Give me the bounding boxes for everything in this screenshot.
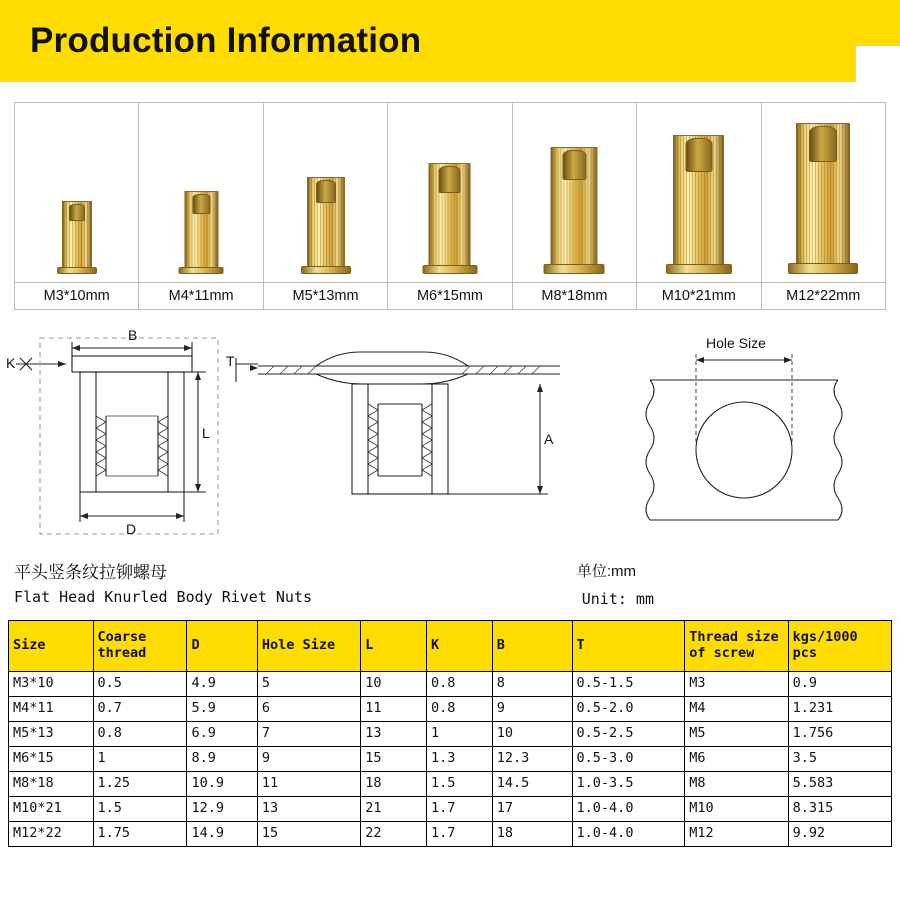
nut-body — [307, 177, 345, 266]
product-photo-strip — [14, 102, 886, 310]
table-cell: 13 — [257, 797, 360, 822]
table-cell: 5.9 — [187, 697, 257, 722]
table-column-header: kgs/1000 pcs — [788, 621, 891, 672]
table-cell: 10.9 — [187, 772, 257, 797]
table-cell: 0.5-2.5 — [572, 722, 685, 747]
nut-body — [429, 163, 471, 265]
table-cell: 1.0-4.0 — [572, 822, 685, 847]
table-titles — [14, 558, 886, 618]
table-row — [9, 697, 892, 722]
table-column-header: Coarse thread — [93, 621, 187, 672]
product-photo-caption: M12*22mm — [762, 282, 885, 309]
table-cell: 1.7 — [426, 797, 492, 822]
nut-body — [184, 191, 218, 267]
rivet-nut-graphic — [788, 123, 858, 274]
table-cell: 22 — [361, 822, 427, 847]
table-cell: 0.8 — [426, 697, 492, 722]
table-cell: 0.5 — [93, 672, 187, 697]
table-cell: 17 — [492, 797, 572, 822]
rivet-nut-image — [637, 103, 760, 282]
table-cell: 1.231 — [788, 697, 891, 722]
product-photo-caption: M10*21mm — [637, 282, 760, 309]
table-cell: 15 — [257, 822, 360, 847]
table-cell: 0.8 — [426, 672, 492, 697]
table-cell: M10 — [685, 797, 788, 822]
table-cell: 0.9 — [788, 672, 891, 697]
table-cell: M6 — [685, 747, 788, 772]
table-cell: 1.5 — [426, 772, 492, 797]
nut-bore — [316, 180, 336, 203]
table-column-header: D — [187, 621, 257, 672]
table-cell: 10 — [361, 672, 427, 697]
table-row — [9, 672, 892, 697]
table-cell: M4*11 — [9, 697, 94, 722]
label-t: T — [226, 353, 235, 369]
table-cell: 1.25 — [93, 772, 187, 797]
nut-flange — [666, 264, 732, 274]
product-photo-cell — [139, 103, 263, 309]
label-hole-size: Hole Size — [706, 335, 766, 351]
table-cell: 9 — [492, 697, 572, 722]
rivet-nut-image — [15, 103, 138, 282]
product-photo-cell — [264, 103, 388, 309]
table-cell: 7 — [257, 722, 360, 747]
table-body — [9, 672, 892, 847]
table-cell: M10*21 — [9, 797, 94, 822]
table-cell: 12.9 — [187, 797, 257, 822]
table-cell: 14.5 — [492, 772, 572, 797]
table-cell: 1.756 — [788, 722, 891, 747]
table-cell: M5*13 — [9, 722, 94, 747]
nut-body — [673, 135, 724, 264]
rivet-nut-image — [762, 103, 885, 282]
table-cell: 1.0-3.5 — [572, 772, 685, 797]
table-cell: 1.75 — [93, 822, 187, 847]
table-cell: 0.5-3.0 — [572, 747, 685, 772]
table-cell: M12 — [685, 822, 788, 847]
table-cell: M6*15 — [9, 747, 94, 772]
label-k: K — [6, 355, 16, 371]
product-name-cn: 平头竖条纹拉铆螺母 — [14, 563, 167, 582]
label-l: L — [202, 425, 210, 441]
table-cell: M8 — [685, 772, 788, 797]
product-photo-cell — [513, 103, 637, 309]
nut-flange — [422, 265, 477, 274]
technical-drawings — [0, 324, 900, 554]
nut-bore — [69, 204, 85, 221]
table-cell: 11 — [257, 772, 360, 797]
table-cell: 11 — [361, 697, 427, 722]
table-column-header: Thread size of screw — [685, 621, 788, 672]
nut-bore — [192, 194, 210, 214]
table-cell: 8 — [492, 672, 572, 697]
product-photo-caption: M6*15mm — [388, 282, 511, 309]
nut-flange — [788, 263, 858, 274]
table-cell: 14.9 — [187, 822, 257, 847]
product-photo-cell — [637, 103, 761, 309]
table-cell: 4.9 — [187, 672, 257, 697]
label-d: D — [126, 521, 137, 537]
table-cell: M3 — [685, 672, 788, 697]
product-photo-caption: M8*18mm — [513, 282, 636, 309]
table-cell: 9 — [257, 747, 360, 772]
table-cell: M8*18 — [9, 772, 94, 797]
unit-note-en: Unit: mm — [581, 590, 654, 608]
table-cell: 5 — [257, 672, 360, 697]
label-b: B — [128, 327, 138, 343]
table-cell: 0.5-1.5 — [572, 672, 685, 697]
table-cell: 21 — [361, 797, 427, 822]
rivet-nut-image — [388, 103, 511, 282]
nut-bore — [685, 138, 712, 172]
product-photo-cell — [388, 103, 512, 309]
table-cell: 1.5 — [93, 797, 187, 822]
nut-flange — [57, 267, 97, 274]
product-photo-cell — [15, 103, 139, 309]
rivet-nut-graphic — [666, 135, 732, 274]
product-photo-caption: M3*10mm — [15, 282, 138, 309]
product-photo-cell — [762, 103, 885, 309]
table-cell: M12*22 — [9, 822, 94, 847]
table-cell: 12.3 — [492, 747, 572, 772]
table-row — [9, 822, 892, 847]
table-column-header: Size — [9, 621, 94, 672]
table-cell: 1 — [93, 747, 187, 772]
table-cell: M5 — [685, 722, 788, 747]
nut-body — [551, 147, 598, 264]
table-column-header: L — [361, 621, 427, 672]
table-row — [9, 747, 892, 772]
table-cell: 8.9 — [187, 747, 257, 772]
nut-flange — [179, 267, 224, 274]
rivet-nut-graphic — [301, 177, 351, 274]
table-header-row — [9, 621, 892, 672]
page-title: Production Information — [30, 21, 422, 60]
nut-bore — [809, 126, 837, 162]
table-cell: M4 — [685, 697, 788, 722]
table-cell: 1.0-4.0 — [572, 797, 685, 822]
drawing-svg — [0, 324, 900, 554]
rivet-nut-image — [139, 103, 262, 282]
table-cell: 1 — [426, 722, 492, 747]
nut-bore — [562, 150, 586, 180]
table-cell: 6 — [257, 697, 360, 722]
table-cell: 0.5-2.0 — [572, 697, 685, 722]
nut-body — [796, 123, 850, 263]
rivet-nut-graphic — [179, 191, 224, 274]
rivet-nut-image — [513, 103, 636, 282]
nut-bore — [439, 166, 461, 193]
product-name-en: Flat Head Knurled Body Rivet Nuts — [14, 588, 313, 606]
table-row — [9, 722, 892, 747]
table-cell: 15 — [361, 747, 427, 772]
table-cell: 5.583 — [788, 772, 891, 797]
header-banner — [0, 0, 900, 82]
label-a: A — [544, 431, 554, 447]
nut-flange — [301, 266, 351, 274]
table-column-header: B — [492, 621, 572, 672]
banner-corner-tab — [856, 0, 900, 46]
table-column-header: K — [426, 621, 492, 672]
table-cell: 8.315 — [788, 797, 891, 822]
nut-flange — [544, 264, 605, 274]
table-row — [9, 797, 892, 822]
table-cell: 18 — [492, 822, 572, 847]
table-column-header: Hole Size — [257, 621, 360, 672]
table-header — [9, 621, 892, 672]
table-cell: M3*10 — [9, 672, 94, 697]
table-cell: 0.8 — [93, 722, 187, 747]
table-cell: 18 — [361, 772, 427, 797]
rivet-nut-graphic — [57, 201, 97, 274]
table-cell: 10 — [492, 722, 572, 747]
rivet-nut-image — [264, 103, 387, 282]
specification-table — [8, 620, 892, 847]
nut-body — [62, 201, 92, 267]
table-cell: 0.7 — [93, 697, 187, 722]
table-cell: 13 — [361, 722, 427, 747]
table-cell: 3.5 — [788, 747, 891, 772]
table-cell: 1.3 — [426, 747, 492, 772]
rivet-nut-graphic — [422, 163, 477, 274]
product-photo-caption: M4*11mm — [139, 282, 262, 309]
table-cell: 6.9 — [187, 722, 257, 747]
table-column-header: T — [572, 621, 685, 672]
table-cell: 1.7 — [426, 822, 492, 847]
unit-note-cn: 单位:mm — [576, 563, 636, 580]
table-cell: 9.92 — [788, 822, 891, 847]
table-row — [9, 772, 892, 797]
rivet-nut-graphic — [544, 147, 605, 274]
product-photo-caption: M5*13mm — [264, 282, 387, 309]
